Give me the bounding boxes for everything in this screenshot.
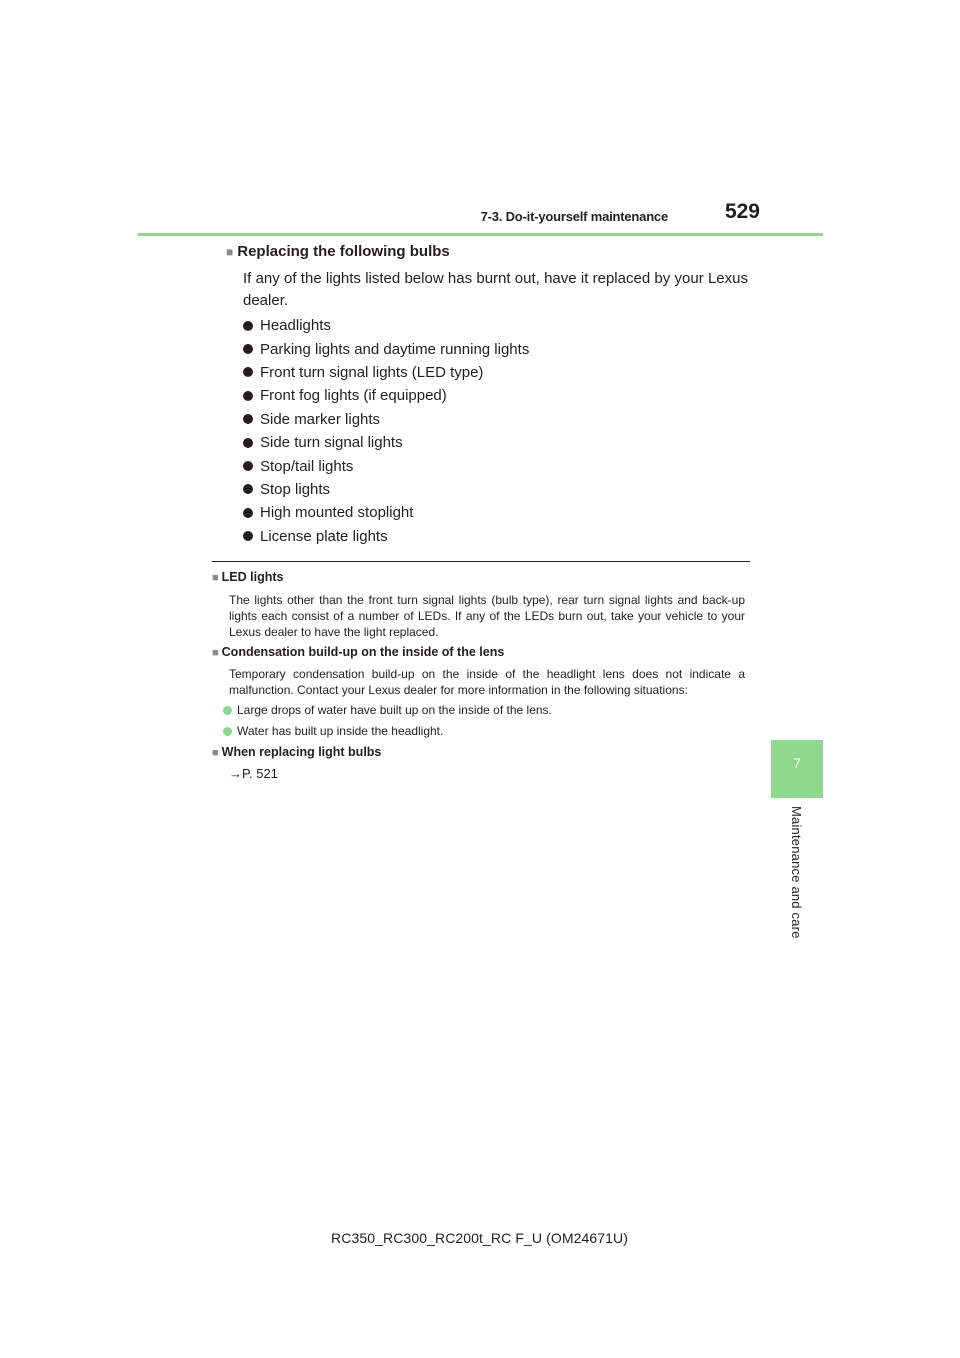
list-item-text: Front fog lights (if equipped) [260,387,447,405]
bullet-icon [243,531,253,541]
list-item-text: Stop/tail lights [260,457,354,475]
list-item-text: Parking lights and daytime running lights [260,340,530,358]
list-item [243,525,529,548]
notes-divider [212,561,750,562]
bullet-icon [243,438,253,448]
bullet-icon [223,706,232,715]
note-heading-led [212,570,283,584]
list-item-text: High mounted stoplight [260,504,414,522]
note-heading-replacing [212,745,381,759]
list-item [243,314,529,337]
note-bullet-item [223,703,552,717]
list-item [243,384,529,407]
list-item-text: Headlights [260,317,331,335]
bulb-list [243,314,529,548]
list-item [243,431,529,454]
list-item [243,478,529,501]
list-item-text: License plate lights [260,527,388,545]
bullet-icon [243,321,253,331]
page-number: 529 [724,200,760,223]
header-rule [138,233,823,236]
note-heading-text: Condensation build-up on the inside of the lens [221,645,505,659]
note-heading-condensation [212,645,504,659]
list-item [243,454,529,477]
bullet-icon [243,344,253,354]
note-bullet-text: Large drops of water have built up on the inside of the lens. [237,703,552,717]
bullet-icon [243,508,253,518]
bullet-icon [243,461,253,471]
list-item [243,408,529,431]
note-bullet-text: Water has built up inside the headlight. [237,724,444,738]
chapter-tab-number: 7 [793,755,801,771]
list-item-text: Front turn signal lights (LED type) [260,363,484,381]
note-body-condensation: Temporary condensation build-up on the inside of the headlight lens does not indicate a malfunction. Contact your Lexus dealer for more information in the following situations: [229,667,745,697]
list-item [243,337,529,360]
main-heading-text: Replacing the following bulbs [237,243,450,260]
chapter-tab-label: Maintenance and care [789,806,804,939]
bullet-icon [243,414,253,424]
bullet-icon [243,391,253,401]
note-heading-text: When replacing light bulbs [221,745,382,759]
square-bullet-icon: ■ [212,572,219,584]
list-item-text: Stop lights [260,480,331,498]
list-item [243,501,529,524]
list-item [243,361,529,384]
bullet-icon [243,484,253,494]
list-item-text: Side turn signal lights [260,434,403,452]
page-reference-link[interactable]: →P. 521 [229,766,278,781]
section-title: 7-3. Do-it-yourself maintenance [480,209,668,224]
square-bullet-icon: ■ [212,647,219,659]
note-bullet-item [223,724,443,738]
main-intro: If any of the lights listed below has burnt out, have it replaced by your Lexus dealer. [243,270,748,309]
square-bullet-icon: ■ [212,747,219,759]
bullet-icon [243,367,253,377]
note-heading-text: LED lights [221,570,284,584]
square-bullet-icon: ■ [226,245,234,259]
bullet-icon [223,727,232,736]
main-heading [226,243,450,260]
footer-model-code: RC350_RC300_RC200t_RC F_U (OM24671U) [331,1230,628,1246]
list-item-text: Side marker lights [260,410,381,428]
note-body-led: The lights other than the front turn signal lights (bulb type), rear turn signal lights and back-up lights each consist of a number of LEDs. If any of the LEDs burn out, take your vehicle to your Lexus dealer to have the light replaced. [229,593,745,639]
